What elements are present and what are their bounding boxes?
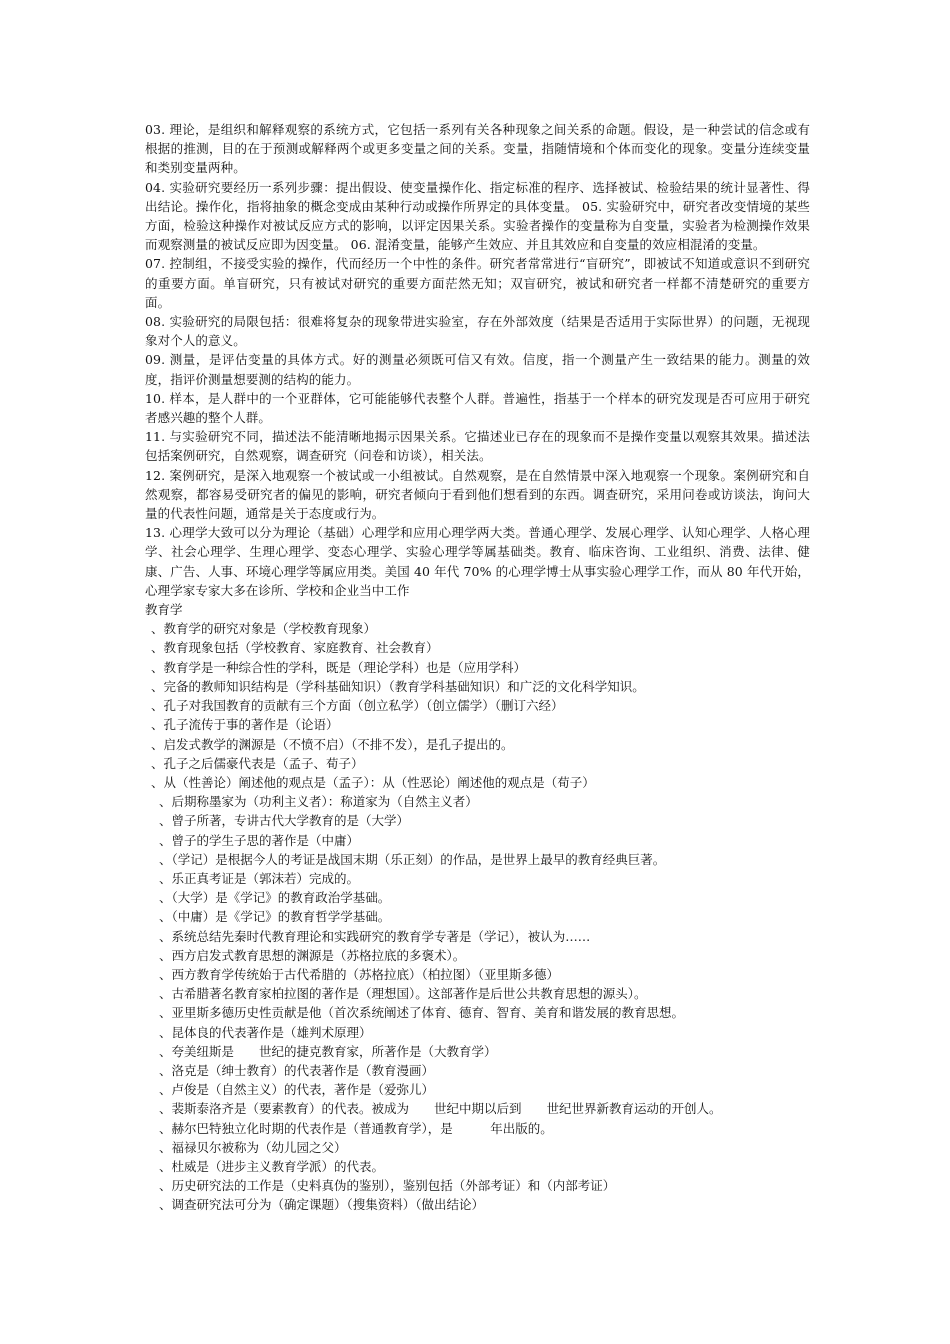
list-item: 、曾子所著，专讲古代大学教育的是（大学） (159, 813, 410, 829)
paragraph: 09. 测量，是评估变量的具体方式。好的测量必须既可信又有效。信度，指一个测量产生一致结果的能力。测量的效度，指评价测量想要测的结构的能力。 (145, 352, 810, 387)
list-item: 、孔子对我国教育的贡献有三个方面（创立私学）（创立儒学）（删订六经） (151, 698, 564, 714)
list-item: 、曾子的学生子思的著作是（中庸） (159, 832, 360, 848)
list-item: 、西方启发式教育思想的渊源是（苏格拉底的多褒术）。 (159, 947, 466, 963)
list-item: 、后期称墨家为（功利主义者）：称道家为（自然主义者） (159, 794, 478, 810)
paragraph: 13. 心理学大致可以分为理论（基础）心理学和应用心理学两大类。普通心理学、发展心理学、认知心理学、人格心理学、社会心理学、生理心理学、变态心理学、实验心理学等属基础类。教育、临床咨询、工业组织、消费、法律、健康、广告、人事、环境心理学等属应用类。美国 40 年代 70% 的心理学博士从事实验心理学工作，而从 80 年代开始，心理学家专家大多在诊所、学校和企业当中工作 (145, 525, 810, 598)
paragraph: 03. 理论，是组织和解释观察的系统方式，它包括一系列有关各种现象之间关系的命题。假设，是一种尝试的信念或有根据的推测，目的在于预测或解释两个或更多变量之间的关系。变量，指随情境和个体而变化的现象。变量分连续变量和类别变量两种。 (145, 122, 810, 176)
paragraph: 08. 实验研究的局限包括：很难将复杂的现象带进实验室，存在外部效度（结果是否适用于实际世界）的问题，无视现象对个人的意义。 (145, 314, 810, 349)
list-item: 、古希腊著名教育家柏拉图的著作是（理想国）。这部著作是后世公共教育思想的源头）。 (159, 986, 647, 1002)
list-item: 、乐正真考证是（郭沫若）完成的。 (159, 870, 360, 886)
paragraph: 04. 实验研究要经历一系列步骤：提出假设、使变量操作化、指定标准的程序、选择被试、检验结果的统计显著性、得出结论。操作化，指将抽象的概念变成由某种行动或操作所界定的具体变量。 05. 实验研究中，研究者改变情境的某些方面，检验这种操作对被试反应方式的影响，以评定因果关系。实验者操作的变量称为自变量，实验者为检测操作效果而观察测量的被试反应即为因变量。 06. 混淆变量，能够产生效应、并且其效应和自变量的效应相混淆的变量。 (145, 179, 810, 253)
list-item: 、（学记）是根据今人的考证是战国末期（乐正刻）的作品，是世界上最早的教育经典巨著。 (159, 851, 666, 867)
list-item: 、西方教育学传统始于古代希腊的（苏格拉底）（柏拉图）（亚里斯多德） (159, 966, 560, 982)
list-item: 、（中庸）是《学记》的教育哲学学基础。 (159, 909, 391, 925)
list-item: 、裴斯泰洛齐是（要素教育）的代表。被成为 世纪中期以后到 世纪世界新教育运动的开创人。 (159, 1101, 722, 1117)
list-item: 、历史研究法的工作是（史料真伪的鉴别），鉴别包括（外部考证）和（内部考证） (159, 1178, 616, 1194)
list-item: 、杜威是（进步主义教育学派）的代表。 (159, 1158, 385, 1174)
list-item: 、（大学）是《学记》的教育政治学基础。 (159, 890, 391, 906)
document-page (145, 120, 810, 1215)
paragraph: 07. 控制组，不接受实验的操作，代而经历一个中性的条件。研究者常常进行“盲研究”，即被试不知道或意识不到研究的重要方面。单盲研究，只有被试对研究的重要方面茫然无知；双盲研究，被试和研究者一样都不清楚研究的重要方面。 (145, 256, 810, 310)
list-item: 、孔子之后儒豪代表是（孟子、荀子） (151, 755, 364, 771)
list-item: 、教育现象包括（学校教育、家庭教育、社会教育） (151, 640, 439, 656)
list-item: 、洛克是（绅士教育）的代表著作是（教育漫画） (159, 1062, 435, 1078)
list-item: 、启发式教学的渊源是（不愤不启）（不排不发），是孔子提出的。 (151, 736, 514, 752)
list-item: 、从（性善论）阐述他的观点是（孟子）：从（性恶论）阐述他的观点是（荀子） (151, 774, 595, 790)
section-title: 教育学 (145, 602, 183, 618)
list-item: 、教育学是一种综合性的学科，既是（理论学科）也是（应用学科） (151, 659, 527, 675)
list-item: 、调查研究法可分为（确定课题）（搜集资料）（做出结论） (159, 1197, 485, 1213)
list-item: 、教育学的研究对象是（学校教育现象） (151, 621, 377, 637)
list-item: 、亚里斯多德历史性贡献是他（首次系统阐述了体育、德育、智育、美育和谐发展的教育思想。 (159, 1005, 685, 1021)
education-list (145, 619, 810, 1214)
list-item: 、赫尔巴特独立化时期的代表作是（普通教育学），是 年出版的。 (159, 1120, 553, 1136)
list-item: 、卢俊是（自然主义）的代表，著作是（爱弥儿） (159, 1082, 435, 1098)
paragraph: 10. 样本，是人群中的一个亚群体，它可能能够代表整个人群。普遍性，指基于一个样本的研究发现是否可应用于研究者感兴趣的整个人群。 (145, 390, 810, 426)
paragraph: 11. 与实验研究不同，描述法不能清晰地揭示因果关系。它描述业已存在的现象而不是操作变量以观察其效果。描述法包括案例研究，自然观察，调查研究（问卷和访谈），相关法。 (145, 429, 810, 464)
list-item: 、昆体良的代表著作是（雄判术原理） (159, 1024, 372, 1040)
paragraph: 12. 案例研究，是深入地观察一个被试或一小组被试。自然观察，是在自然情景中深入地观察一个现象。案例研究和自然观察，都容易受研究者的偏见的影响，研究者倾向于看到他们想看到的东西。调查研究，采用问卷或访谈法，询问大量的代表性问题，通常是关于态度或行为。 (145, 467, 810, 522)
list-item: 、系统总结先秦时代教育理论和实践研究的教育学专著是（学记），被认为…… (159, 928, 591, 944)
list-item: 、完备的教师知识结构是（学科基础知识）（教育学科基础知识）和广泛的文化科学知识。 (151, 678, 645, 694)
list-item: 、福禄贝尔被称为（幼儿园之父） (159, 1139, 347, 1155)
list-item: 、孔子流传于事的著作是（论语） (151, 717, 339, 733)
list-item: 、夸美纽斯是 世纪的捷克教育家，所著作是（大教育学） (159, 1043, 497, 1059)
